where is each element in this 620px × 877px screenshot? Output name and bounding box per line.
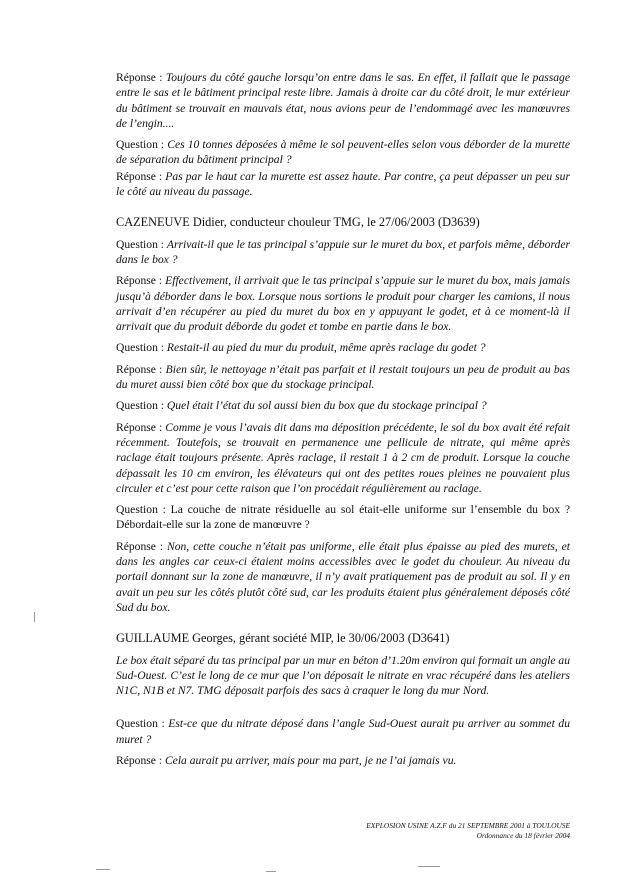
question-paragraph [116, 137, 570, 168]
question-paragraph: Question : La couche de nitrate résiduelle au sol était-elle uniforme sur l’ensemble du box ? Débordait-elle sur la zone de manœuvre ? [116, 503, 570, 532]
answer-label: Réponse : [116, 71, 166, 84]
answer-paragraph [116, 753, 570, 768]
footer-line-2: Ordonnance du 18 février 2004 [476, 830, 570, 840]
question-text: Est-ce que du nitrate déposé dans l’angle Sud-Ouest aurait pu arriver au sommet du muret ? [116, 717, 570, 746]
question-paragraph [116, 340, 570, 355]
scan-mark [266, 871, 276, 872]
scan-mark [96, 869, 110, 870]
answer-paragraph [116, 362, 570, 393]
answer-label: Réponse : [116, 753, 165, 767]
page-footer [366, 821, 570, 840]
question-paragraph [116, 237, 570, 268]
answer-text: Toujours du côté gauche lorsqu’on entre dans le sas. En effet, il fallait que le passage entre le sas et le bâtiment principal reste libre. Jamais à droite car du côté droit, le mur extérieur du bâtiment se trouvait en mauvais état, nous avions peur de l’endommagé avec les manœuvres de l’engin.... [116, 71, 570, 130]
answer-label: Réponse : [116, 539, 167, 553]
answer-paragraph [116, 70, 570, 131]
answer-text: Effectivement, il arrivait que le tas principal s’appuie sur le muret du box, mais jamais jusqu’à déborder dans le box. Lorsque nous sortions le produit pour charger les camions, il nous arrivait d’en récupérer au pied du muret du box en y appuyant le godet, et à ce moment-là il arrivait que du produit déborde du godet et tombe en partie dans le box. [116, 274, 570, 334]
question-label: Question : [116, 138, 168, 152]
scan-mark [418, 866, 440, 867]
answer-text: Cela aurait pu arriver, mais pour ma part, je ne l’ai jamais vu. [164, 753, 457, 767]
footer-line-1: EXPLOSION USINE A.Z.F du 21 SEPTEMBRE 2001 à TOULOUSE [366, 821, 570, 830]
answer-paragraph [116, 420, 570, 496]
question-paragraph [116, 398, 570, 413]
answer-paragraph [116, 169, 570, 200]
question-label: Question : [116, 717, 169, 731]
question-paragraph [116, 716, 570, 747]
answer-label: Réponse : [116, 420, 166, 434]
answer-text: Pas par le haut car la murette est assez haute. Par contre, ça peut dépasser un peu sur le côté au niveau du passage. [116, 169, 570, 199]
question-text: Ces 10 tonnes déposées à même le sol peuvent-elles selon vous déborder de la murette de séparation du bâtiment principal ? [116, 138, 570, 167]
witness-heading: GUILLAUME Georges, gérant société MIP, le 30/06/2003 (D3641) [116, 631, 450, 646]
answer-text: Bien sûr, le nettoyage n’était pas parfait et il restait toujours un peu de produit au bas du muret aussi bien côté box que du stockage principal. [116, 362, 570, 392]
question-label: Question : [116, 399, 167, 413]
answer-label: Réponse : [116, 362, 166, 376]
answer-label: Réponse : [116, 274, 166, 288]
question-text: Arrivait-il que le tas principal s’appuie sur le muret du box, et parfois même, déborder dans le box ? [116, 237, 570, 266]
question-text: Restait-il au pied du mur du produit, même après raclage du godet ? [166, 341, 486, 355]
question-label: Question : [116, 237, 167, 251]
paragraph-spacer [116, 704, 570, 716]
answer-text: Non, cette couche n’était pas uniforme, elle était plus épaisse au pied des murets, et dans les angles car ceux-ci étaient moins accessibles avec le godet du chouleur. Au niveau du portail donnant sur la zone de manœuvre, il n’y avait pratiquement pas de produit au sol. Il y en avait un peu sur les côtés plutôt côté sud, car les produits étaient plus généralement déposés côté Sud du box. [116, 539, 571, 614]
question-label: Question : [116, 341, 167, 355]
question-text: Quel était l’état du sol aussi bien du box que du stockage principal ? [166, 399, 487, 413]
document-body [116, 70, 570, 774]
witness-heading: CAZENEUVE Didier, conducteur chouleur TMG, le 27/06/2003 (D3639) [116, 215, 480, 230]
answer-paragraph [116, 539, 570, 615]
answer-paragraph [116, 273, 570, 334]
answer-label: Réponse : [116, 169, 166, 183]
answer-text: Comme je vous l’avais dit dans ma déposition précédente, le sol du box avait été refait récemment. Toutefois, se trouvait en permanence une pellicule de nitrate, qui même après raclage était toujours présente. Après raclage, il restait 1 à 2 cm de produit. Lorsque la couche dépassait les 10 cm environ, les élévateurs qui ont des petites roues pleines ne pouvaient plus circuler et c’est pour cette raison que l’on procédait régulièrement au raclage. [116, 420, 570, 495]
scan-mark [34, 612, 35, 622]
statement-paragraph: Le box était séparé du tas principal par un mur en béton d’1.20m environ qui formait un angle au Sud-Ouest. C’est le long de ce mur que l’on déposait le nitrate en vrac récupéré dans les ateliers N1C, N1B et N7. TMG déposait parfois des sacs à craquer le long du mur Nord. [116, 653, 570, 698]
